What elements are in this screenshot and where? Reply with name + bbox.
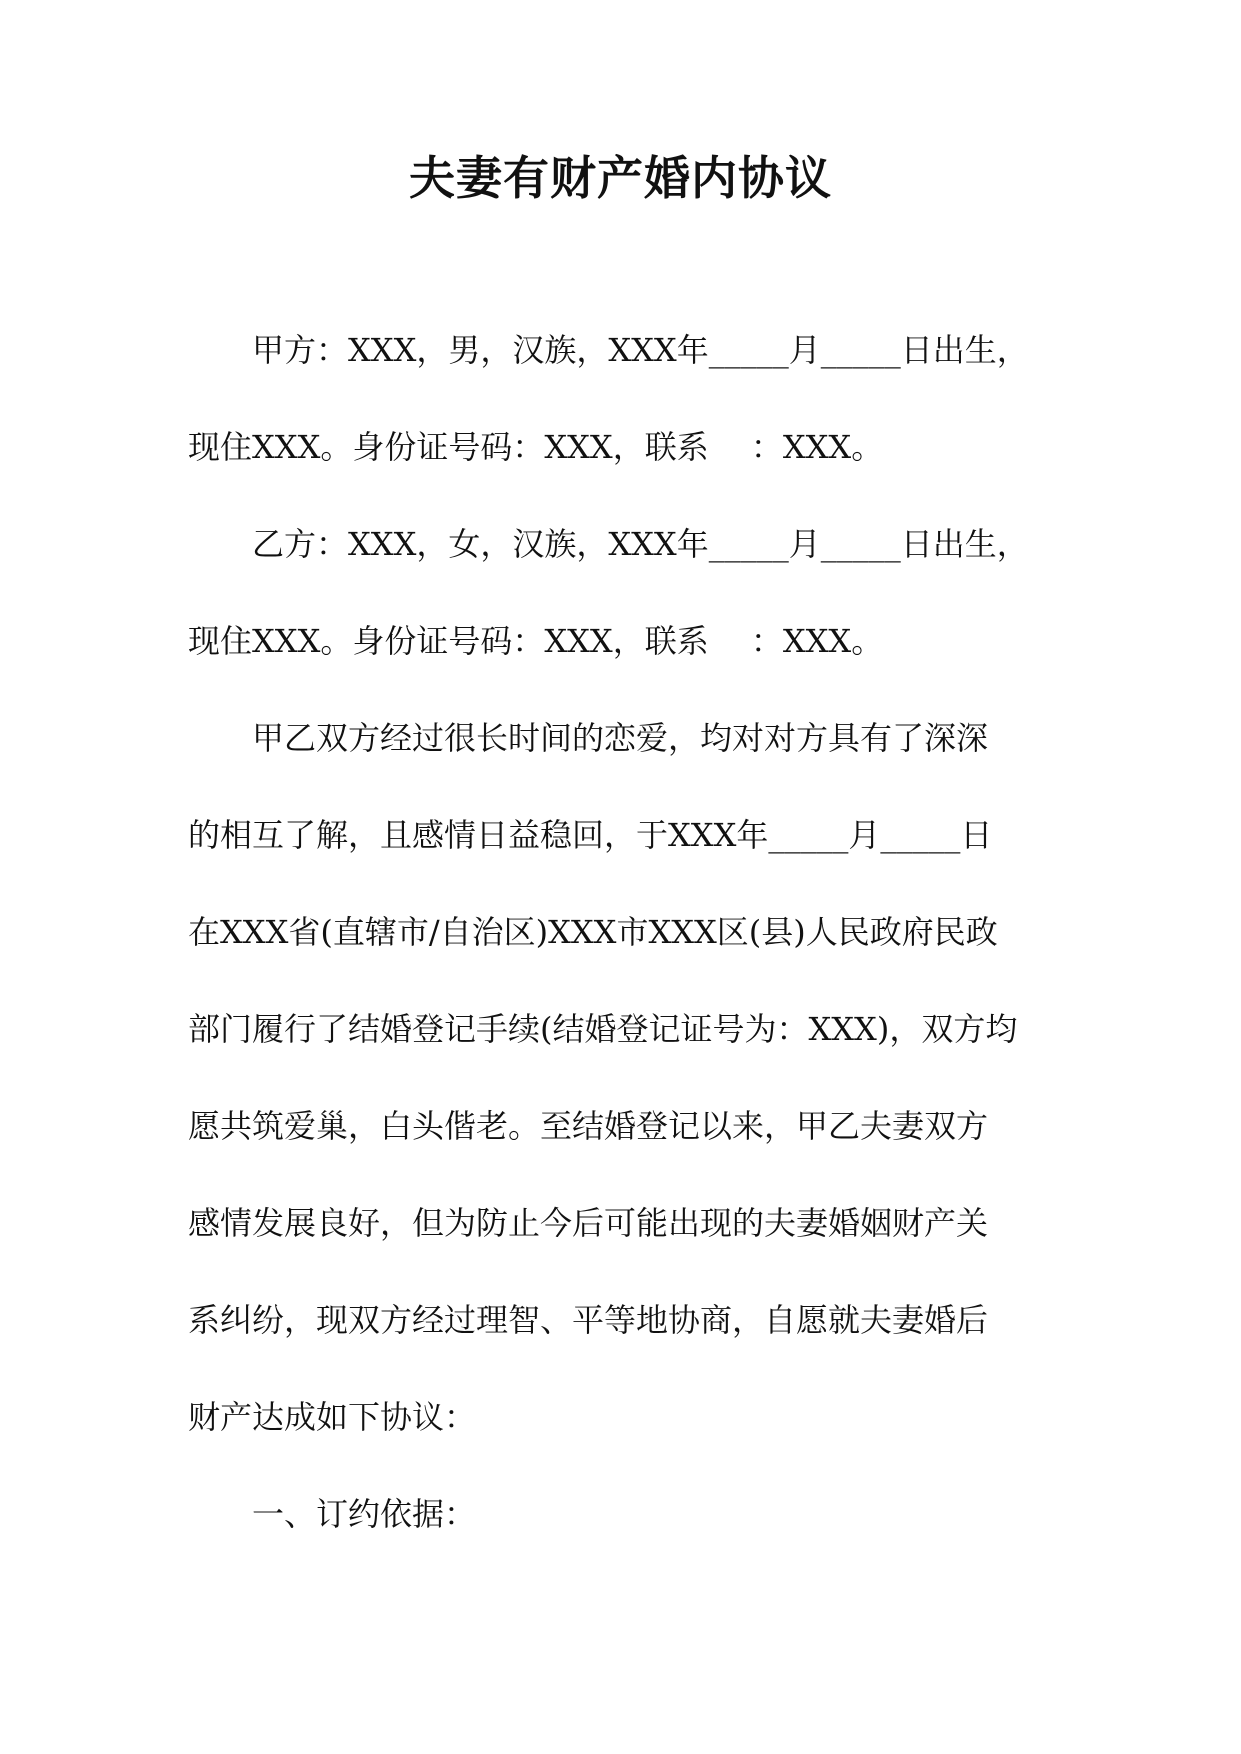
preamble-line-8: 财产达成如下协议： [188,1398,477,1436]
preamble-line-2: 的相互了解，且感情日益稳回，于XXX年_____月_____日 [188,816,993,854]
preamble-line-4: 部门履行了结婚登记手续(结婚登记证号为：XXX)，双方均 [188,1010,1018,1048]
preamble-line-5: 愿共筑爱巢，白头偕老。至结婚登记以来，甲乙夫妻双方 [188,1107,989,1145]
preamble-line-6: 感情发展良好，但为防止今后可能出现的夫妻婚姻财产关 [188,1204,989,1242]
document-title: 夫妻有财产婚内协议 [409,151,832,205]
document-body [188,302,1048,1563]
party-b-line-2: 现住XXX。身份证号码：XXX，联系 ：XXX。 [188,622,884,660]
party-a-line-1: 甲方：XXX，男，汉族，XXX年_____月_____日出生， [252,331,1029,369]
preamble-line-3: 在XXX省(直辖市/自治区)XXX市XXX区(县)人民政府民政 [188,913,998,951]
preamble-line-1: 甲乙双方经过很长时间的恋爱，均对对方具有了深深 [252,719,989,757]
party-a-line-2: 现住XXX。身份证号码：XXX，联系 ：XXX。 [188,428,884,466]
party-b-line-1: 乙方：XXX，女，汉族，XXX年_____月_____日出生， [252,525,1029,563]
preamble-line-7: 系纠纷，现双方经过理智、平等地协商，自愿就夫妻婚后 [188,1301,989,1339]
section-heading-1: 一、订约依据： [252,1495,477,1533]
